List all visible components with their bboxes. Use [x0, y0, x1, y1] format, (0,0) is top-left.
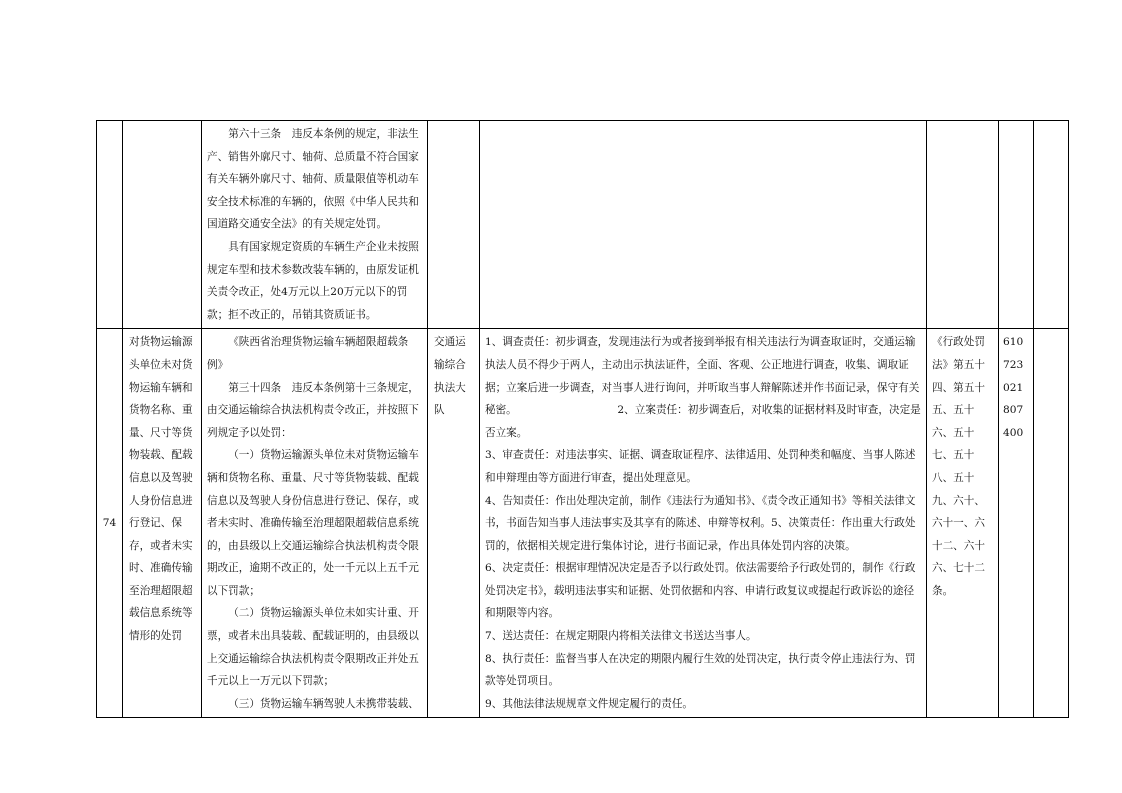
- responsibility-cell: [480, 329, 927, 718]
- item-code: 610723021807400: [1003, 336, 1024, 439]
- row-number: 74: [102, 517, 117, 530]
- responsibility-basis-cell: [927, 329, 999, 718]
- legal-basis-paragraph: 具有国家规定资质的车辆生产企业未按照规定车型和技术参数改装车辆的，由原发证机关责令改正，处4万元以上20万元以下的罚款；拒不改正的，吊销其资质证书。: [207, 240, 419, 321]
- legal-basis-cell: [202, 329, 428, 718]
- responsibility-item: 9、其他法律法规规章文件规定履行的责任。: [485, 697, 694, 710]
- responsibility-item: 8、执行责任：监督当事人在决定的期限内履行生效的处罚决定，执行责令停止违法行为、罚款等处罚项目。: [485, 652, 916, 688]
- row-number-cell: [97, 121, 123, 329]
- responsibility-item: 4、告知责任：作出处理决定前，制作《违法行为通知书》、《责令改正通知书》等相关法律文书，书面告知当事人违法事实及其享有的陈述、申辩等权利。5、决策责任：作出重大行政处罚的，依据相关规定进行集体讨论，进行书面记录，作出具体处罚内容的决策。: [485, 494, 916, 552]
- item-name-cell: [123, 121, 202, 329]
- responsibility-item: 1、调查责任：初步调查，发现违法行为或者接到举报有相关违法行为调查取证时，交通运输执法人员不得少于两人，主动出示执法证件，全面、客观、公正地进行调查，收集、调取证据；立案后进一步调查，对当事人进行询问，并听取当事人辩解陈述并作书面记录，保守有关秘密。 2、立案责任：初步调查后，对收集的证据材料及时审查，决定是否立案。: [485, 336, 921, 439]
- responsibility-item: 7、送达责任：在规定期限内将相关法律文书送达当事人。: [485, 630, 757, 643]
- legal-basis-clause: （一）货物运输源头单位未对货物运输车辆和货物名称、重量、尺寸等货物装载、配载信息以及驾驶人身份信息进行登记、保存，或者未实时、准确传输至治理超限超载信息系统的，由县级以上交通运输综合执法机构责令限期改正，逾期不改正的，处一千元以上五千元以下罚款；: [207, 449, 419, 597]
- item-name-cell: [123, 329, 202, 718]
- legal-basis-clause: （三）货物运输车辆驾驶人未携带装载、: [228, 697, 419, 710]
- agency-cell: [428, 329, 480, 718]
- power-list-table: [96, 120, 1069, 718]
- legal-basis-title: 《陕西省治理货物运输车辆超限超载条例》: [207, 336, 409, 371]
- remark-cell: [1034, 121, 1069, 329]
- agency-cell: [428, 121, 480, 329]
- responsibility-basis-cell: [927, 121, 999, 329]
- legal-basis-paragraph: 第三十四条 违反本条例第十三条规定，由交通运输综合执法机构责令改正，并按照下列规定予以处罚：: [207, 381, 419, 439]
- responsibility-item: 3、审查责任：对违法事实、证据、调查取证程序、法律适用、处罚种类和幅度、当事人陈述和申辩理由等方面进行审查，提出处理意见。: [485, 449, 916, 484]
- row-number-cell: [97, 329, 123, 718]
- code-cell: [999, 121, 1034, 329]
- responsibility-item: 6、决定责任：根据审理情况决定是否予以行政处罚。依法需要给予行政处罚的，制作《行政处罚决定书》，载明违法事实和证据、处罚依据和内容、申请行政复议或提起行政诉讼的途径和期限等内容。: [485, 562, 916, 620]
- table-row-item-74: [97, 329, 1069, 718]
- legal-basis-clause: （二）货物运输源头单位未如实计重、开票，或者未出具装载、配载证明的，由县级以上交通运输综合执法机构责令限期改正并处五千元以上一万元以下罚款；: [207, 607, 419, 688]
- legal-basis-cell: [202, 121, 428, 329]
- table-row-continuation: [97, 121, 1069, 329]
- code-cell: [999, 329, 1034, 718]
- remark-cell: [1034, 329, 1069, 718]
- responsibility-cell: [480, 121, 927, 329]
- item-name: 对货物运输源头单位未对货物运输车辆和货物名称、重量、尺寸等货物装载、配载信息以及驾驶人身份信息进行登记、保存，或者未实时、准确传输至治理超限超载信息系统等情形的处罚: [129, 336, 193, 643]
- legal-basis-paragraph: 第六十三条 违反本条例的规定，非法生产、销售外廓尺寸、轴荷、总质量不符合国家有关车辆外廓尺寸、轴荷、质量限值等机动车安全技术标准的车辆的，依照《中华人民共和国道路交通安全法》的有关规定处罚。: [207, 128, 419, 231]
- agency-name: 交通运输综合执法大队: [434, 336, 466, 417]
- responsibility-basis: 《行政处罚法》第五十四、第五十五、五十六、五十七、五十八、五十九、六十、六十一、六十二、六十六、七十二条。: [932, 336, 985, 597]
